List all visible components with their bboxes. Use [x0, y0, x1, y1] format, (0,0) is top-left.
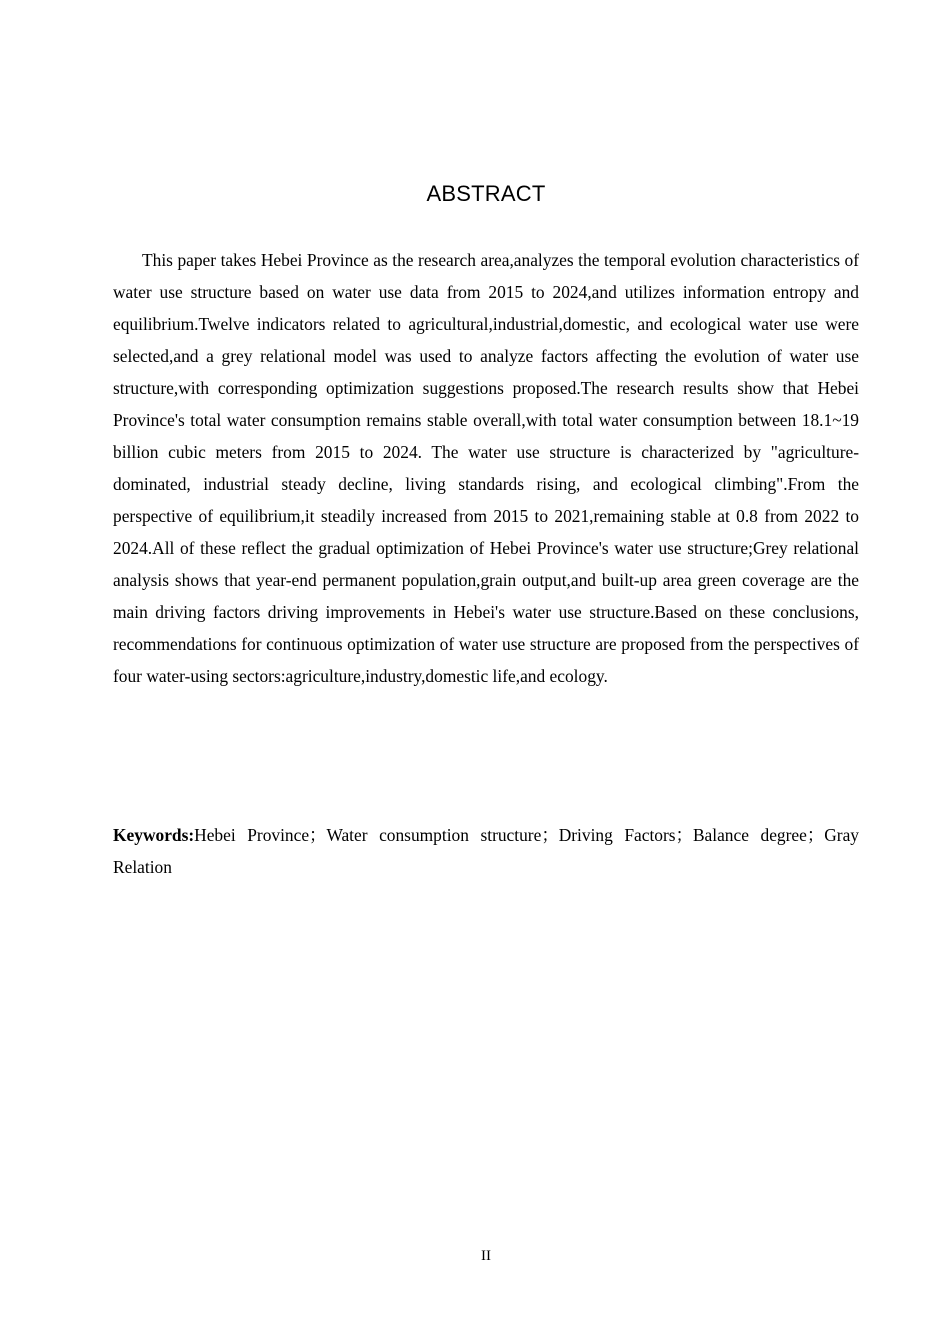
abstract-title: ABSTRACT [426, 181, 546, 206]
page-number: II [481, 1248, 491, 1264]
abstract-body: This paper takes Hebei Province as the research area,analyzes the temporal evolution characteristics of water use structure based on water use data from 2015 to 2024,and utilizes information entropy and equilibrium.Twelve indicators related to agricultural,industrial,domestic, and ecological water use were selected,and a grey relational model was used to analyze factors affecting the evolution of water use structure,with corresponding optimization suggestions proposed.The research results show that Hebei Province's total water consumption remains stable overall,with total water consumption between 18.1~19 billion cubic meters from 2015 to 2024. The water use structure is characterized by "agriculture-dominated, industrial steady decline, living standards rising, and ecological climbing".From the perspective of equilibrium,it steadily increased from 2015 to 2021,remaining stable at 0.8 from 2022 to 2024.All of these reflect the gradual optimization of Hebei Province's water use structure;Grey relational analysis shows that year-end permanent population,grain output,and built-up area green coverage are the main driving factors driving improvements in Hebei's water use structure.Based on these conclusions, recommendations for continuous optimization of water use structure are proposed from the perspectives of four water-using sectors:agriculture,industry,domestic life,and ecology. [113, 250, 859, 686]
keywords-label: Keywords: [113, 825, 195, 845]
keywords-line [113, 819, 859, 883]
keywords-text: Hebei Province；Water consumption structure；Driving Factors；Balance degree；Gray Relation [113, 825, 859, 877]
